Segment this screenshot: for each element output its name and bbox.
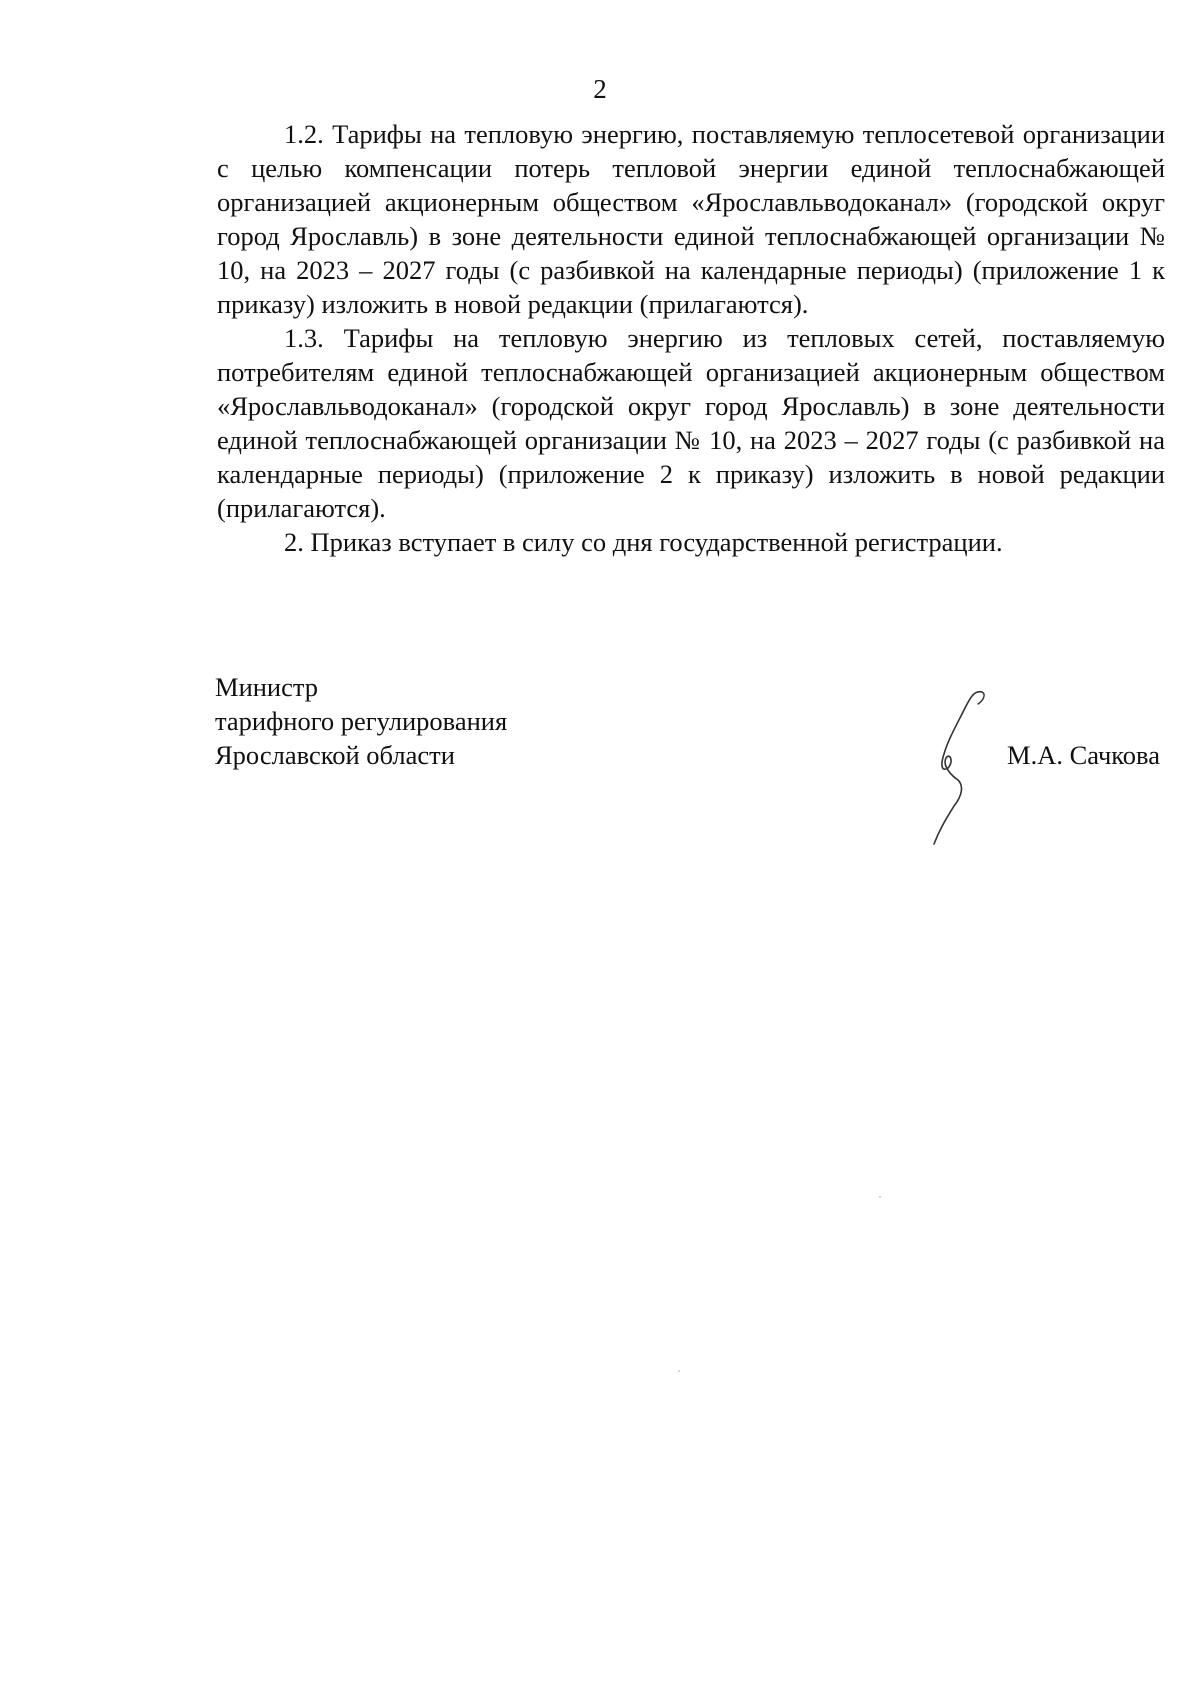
paragraph-1-3: 1.3. Тарифы на тепловую энергию из тепловых сетей, поставляемую потребителям единой теплоснабжающей организацией акционерным обществом «Ярославльводоканал» (городской округ город Ярославль) в зоне деятельности единой теплоснабжающей организации № 10, на 2023 – 2027 годы (с разбивкой на календарные периоды) (приложение 2 к приказу) изложить в новой редакции (прилагаются). (217, 323, 1165, 523)
signer-name: М.А. Сачкова (1007, 740, 1160, 770)
document-body (217, 117, 1165, 559)
scan-artifact (678, 1370, 680, 1372)
position-line: тарифного регулирования (215, 706, 508, 736)
position-line: Ярославской области (215, 740, 455, 770)
paragraph-1-2: 1.2. Тарифы на тепловую энергию, поставляемую теплосетевой организации с целью компенсации потерь тепловой энергии единой теплоснабжающей организацией акционерным обществом «Ярославльводоканал» (городской округ город Ярославль) в зоне деятельности единой теплоснабжающей организации № 10, на 2023 – 2027 годы (с разбивкой на календарные периоды) (приложение 1 к приказу) изложить в новой редакции (прилагаются). (217, 119, 1165, 319)
handwritten-signature-icon (912, 688, 1002, 848)
paragraph-2: 2. Приказ вступает в силу со дня государственной регистрации. (284, 527, 1003, 557)
scan-artifact (879, 1196, 881, 1198)
signatory-position (215, 670, 507, 772)
page-number: 2 (593, 74, 607, 104)
position-line: Министр (215, 672, 319, 702)
